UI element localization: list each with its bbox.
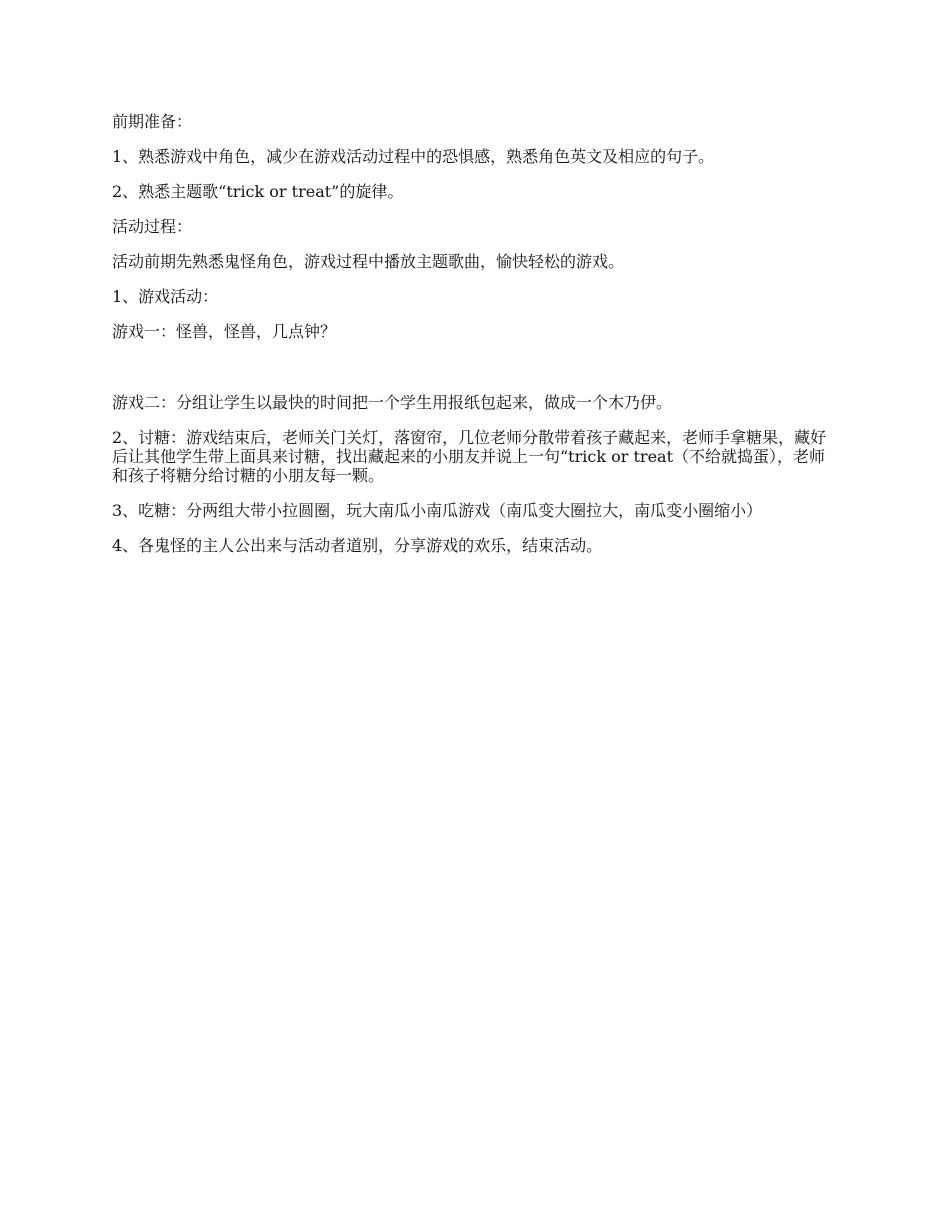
process-intro: 活动前期先熟悉鬼怪角色，游戏过程中播放主题歌曲，愉快轻松的游戏。: [112, 252, 625, 271]
step-3-eat-candy: 3、吃糖：分两组大带小拉圆圈，玩大南瓜小南瓜游戏（南瓜变大圈拉大，南瓜变小圈缩小）: [112, 501, 763, 520]
step-4-farewell: 4、各鬼怪的主人公出来与活动者道别，分享游戏的欢乐，结束活动。: [112, 536, 603, 555]
heading-process: 活动过程：: [112, 217, 193, 236]
prep-item-1: 1、熟悉游戏中角色，减少在游戏活动过程中的恐惧感，熟悉角色英文及相应的句子。: [112, 147, 715, 166]
blank-line: [112, 357, 837, 393]
step-1-title: 1、游戏活动：: [112, 287, 219, 306]
prep-item-2: 2、熟悉主题歌“trick or treat”的旋律。: [112, 182, 404, 201]
heading-preparation: 前期准备：: [112, 112, 193, 131]
game-two: 游戏二：分组让学生以最快的时间把一个学生用报纸包起来，做成一个木乃伊。: [112, 393, 673, 412]
document-body: [112, 112, 837, 571]
game-one: 游戏一：怪兽，怪兽，几点钟？: [112, 322, 337, 341]
step-2-candy: 2、讨糖：游戏结束后，老师关门关灯，落窗帘，几位老师分散带着孩子藏起来，老师手拿糖果，藏好后让其他学生带上面具来讨糖，找出藏起来的小朋友并说上一句“trick or treat（不给就捣蛋），老师和孩子将糖分给讨糖的小朋友每一颗。: [112, 428, 827, 485]
